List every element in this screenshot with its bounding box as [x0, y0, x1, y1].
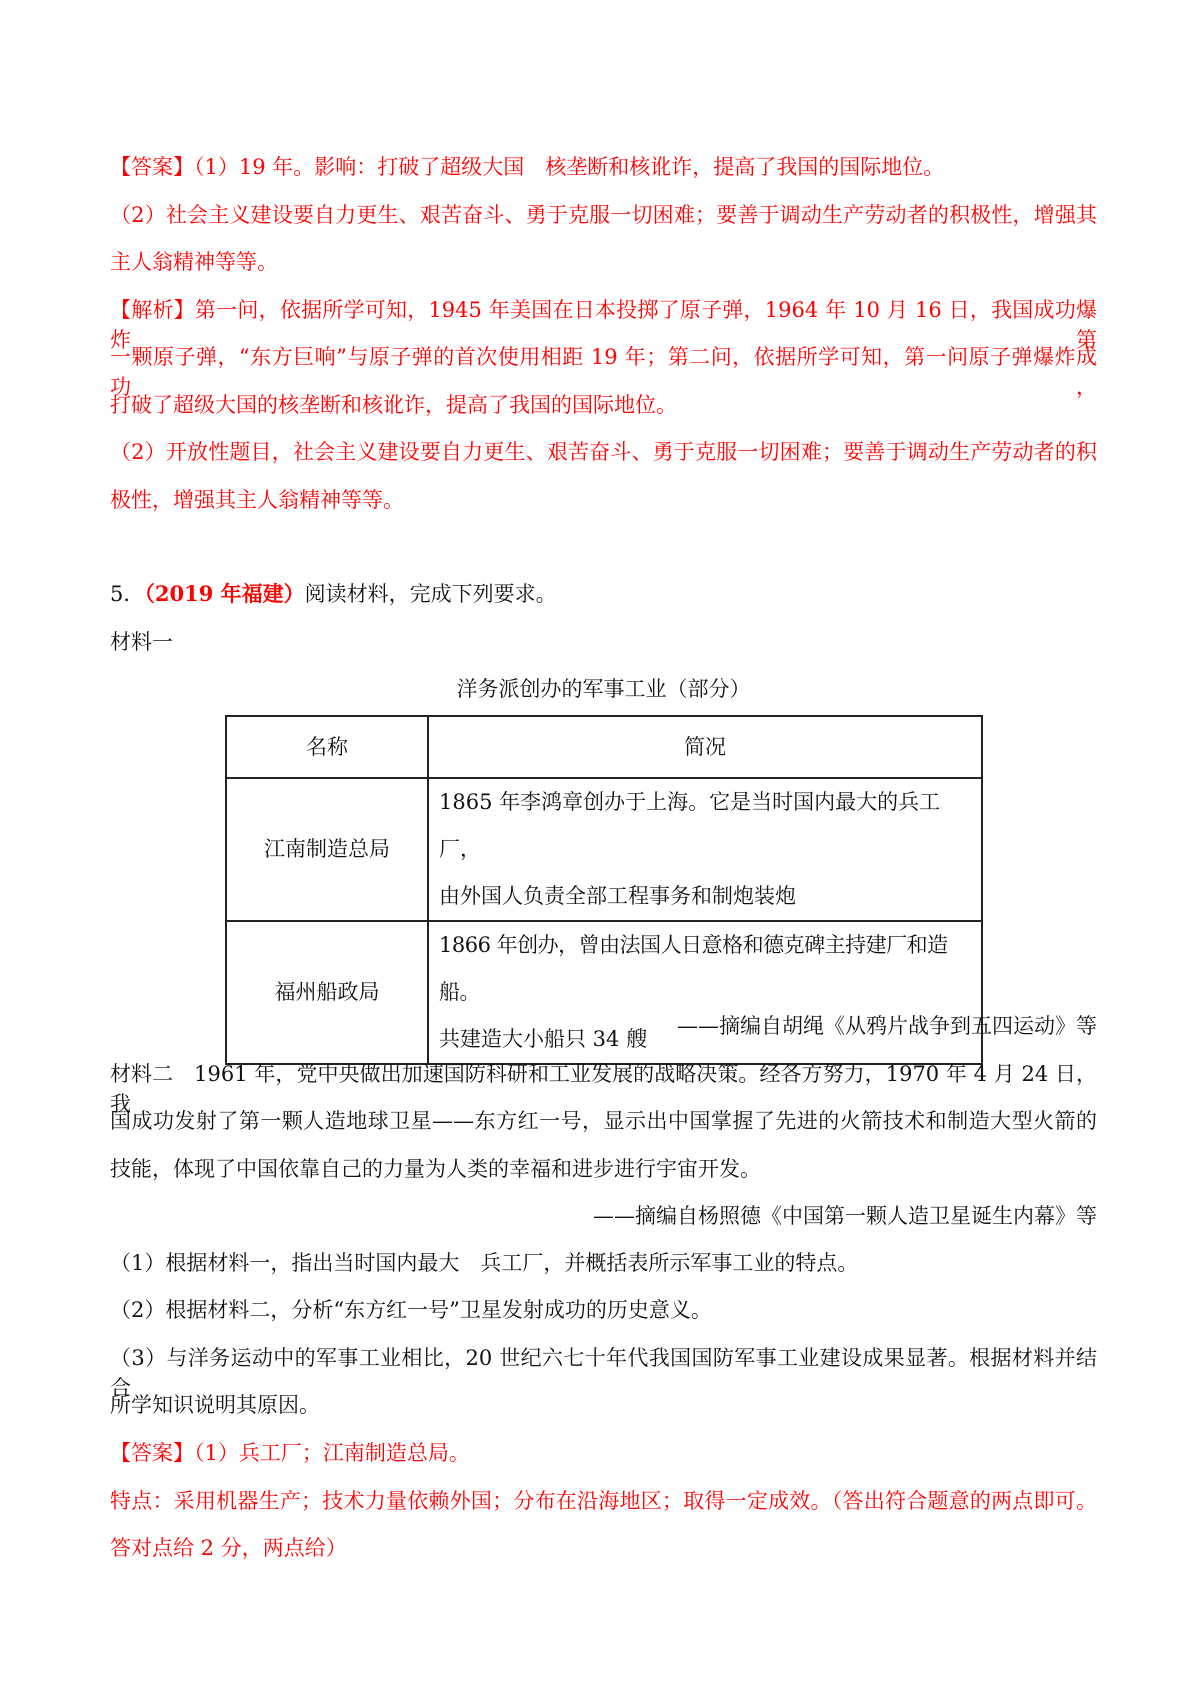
question-part-2: （2）根据材料二，分析“东方红一号”卫星发射成功的历史意义。	[110, 1298, 712, 1322]
answer-tag: 【答案】	[110, 155, 194, 179]
header-desc: 简况	[428, 716, 982, 778]
analysis-line-5: 极性，增强其主人翁精神等等。	[110, 488, 404, 512]
table-row	[226, 921, 982, 1064]
row-desc-line: 1865 年李鸿章创办于上海。它是当时国内最大的兵工厂，	[439, 790, 941, 861]
analysis-line-1	[110, 295, 1097, 352]
row-desc-line: 由外国人负责全部工程事务和制炮装炮	[439, 884, 796, 908]
answer-tag: 【答案】	[110, 1441, 194, 1465]
answer-text: （1）19 年。影响：打破了超级大国 核垄断和核讹诈，提高了我国的国际地位。	[194, 155, 945, 179]
question-part-1: （1）根据材料一，指出当时国内最大 兵工厂，并概括表所示军事工业的特点。	[110, 1251, 859, 1275]
row-desc-line: 1866 年创办，曾由法国人日意格和德克碑主持建厂和造船。	[439, 933, 948, 1004]
answer-text: （1）兵工厂；江南制造总局。	[194, 1441, 470, 1465]
answer-line-1	[110, 152, 1097, 182]
question-heading	[110, 579, 1097, 609]
question-part-3-line-2: 所学知识说明其原因。	[110, 1393, 320, 1417]
table-row	[226, 778, 982, 921]
header-name: 名称	[226, 716, 428, 778]
material1-source: ——摘编自胡绳《从鸦片战争到五四运动》等	[677, 1014, 1097, 1038]
answer2-line-3: 答对点给 2 分，两点给）	[110, 1536, 347, 1560]
analysis-line-4: （2）开放性题目，社会主义建设要自力更生、艰苦奋斗、勇于克服一切困难；要善于调动生产劳动者的积	[110, 440, 1097, 464]
analysis-tag: 【解析】	[110, 298, 195, 322]
answer-line-2: （2）社会主义建设要自力更生、艰苦奋斗、勇于克服一切困难；要善于调动生产劳动者的积极性，增强其	[110, 203, 1097, 227]
question-part-3-line-1: （3）与洋务运动中的军事工业相比，20 世纪六七十年代我国国防军事工业建设成果显著。根据材料并结合	[110, 1346, 1097, 1400]
material2-line-3: 技能，体现了中国依靠自己的力量为人类的幸福和进步进行宇宙开发。	[110, 1157, 761, 1181]
row-name: 江南制造总局	[226, 778, 428, 921]
table-header-row	[226, 716, 982, 778]
row-name: 福州船政局	[226, 921, 428, 1064]
table-title: 洋务派创办的军事工业（部分）	[456, 677, 751, 701]
material1-label: 材料一	[110, 630, 173, 654]
row-desc	[428, 921, 982, 1064]
answer2-line-2: 特点：采用机器生产；技术力量依赖外国；分布在沿海地区；取得一定成效。（答出符合题意的两点即可。	[110, 1489, 1097, 1513]
analysis-line-2: 一颗原子弹，“东方巨响”与原子弹的首次使用相距 19 年；第二问，依据所学可知，第一问原子弹爆炸成功，	[110, 345, 1097, 399]
question-prompt: 阅读材料，完成下列要求。	[304, 582, 557, 606]
material2-line-2: 国成功发射了第一颗人造地球卫星——东方红一号，显示出中国掌握了先进的火箭技术和制造大型火箭的	[110, 1109, 1097, 1133]
answer2-line-1	[110, 1438, 1097, 1468]
analysis-line-3: 打破了超级大国的核垄断和核讹诈，提高了我国的国际地位。	[110, 393, 677, 417]
question-number: 5．	[110, 582, 145, 606]
material2-source: ——摘编自杨照德《中国第一颗人造卫星诞生内幕》等	[593, 1204, 1097, 1228]
question-source: （2019 年福建）	[144, 581, 305, 606]
row-desc-line: 共建造大小船只 34 艘	[439, 1027, 648, 1051]
material2-line-1: 材料二 1961 年，党中央做出加速国防科研和工业发展的战略决策。经各方努力，1970 年 4 月 24 日，我	[110, 1062, 1097, 1116]
answer-line-3: 主人翁精神等等。	[110, 250, 278, 274]
analysis-text: 第一问，依据所学可知，1945 年美国在日本投掷了原子弹，1964 年 10 月 16 日，我国成功爆炸第	[110, 298, 1097, 352]
row-desc	[428, 778, 982, 921]
